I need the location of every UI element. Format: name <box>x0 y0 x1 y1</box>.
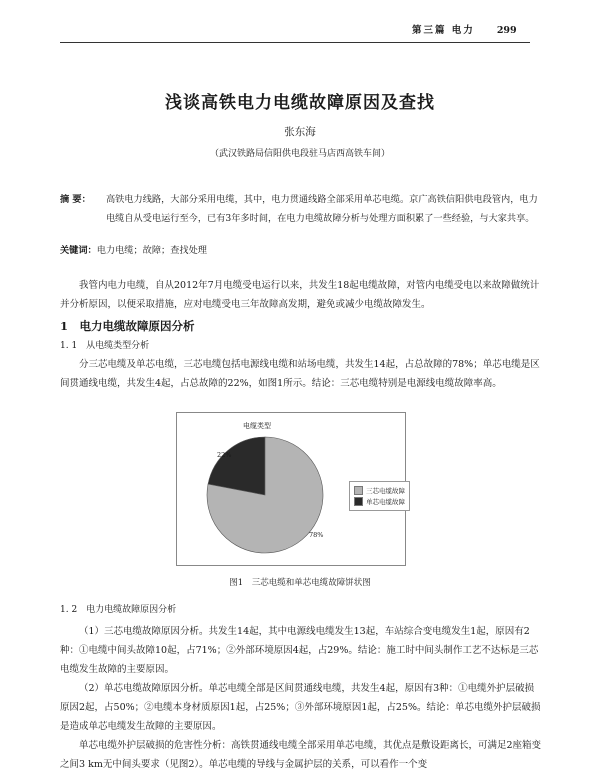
abstract <box>60 190 545 228</box>
abstract-label: 摘 要： <box>60 194 91 205</box>
section-1-heading: 1 电力电缆故障原因分析 <box>60 319 195 333</box>
legend-label-three-core: 三芯电缆故障 <box>366 487 405 495</box>
author-affiliation: （武汉铁路局信阳供电段驻马店西高铁车间） <box>209 149 390 159</box>
running-header <box>412 22 517 36</box>
figure-1-chart <box>176 412 406 566</box>
subsection-1-1-text: 分三芯电缆及单芯电缆，三芯电缆包括电源线电缆和站场电缆，共发生14起，占总故障的78%；单芯电缆是区间贯通线电缆，共发生4起，占总故障的22%，如图1所示。结论：三芯电缆特别是电源线电缆故障率高。 <box>60 359 540 389</box>
keywords <box>60 242 207 256</box>
pie-label-three-core: 78% <box>309 531 324 539</box>
intro-paragraph: 我管内电力电缆，自从2012年7月电缆受电运行以来，共发生18起电缆故障，对管内电缆受电以来故障做统计并分析原因，以便采取措施，应对电缆受电三年故障高发期，避免或减少电缆故障发生。 <box>60 280 540 310</box>
subsection-1-2 <box>60 605 542 774</box>
subsection-1-2-heading: 1. 2 电力电缆故障原因分析 <box>60 605 177 615</box>
chart-legend <box>349 481 410 511</box>
keywords-label: 关键词： <box>60 245 97 256</box>
header-rule <box>60 42 530 43</box>
legend-label-single-core: 单芯电缆故障 <box>366 498 405 506</box>
chart-title: 电缆类型 <box>243 422 271 430</box>
legend-item-three-core <box>354 485 406 496</box>
figure-1-caption: 图1 三芯电缆和单芯电缆故障饼状图 <box>229 578 371 588</box>
subsection-1-2-para-2: （2）单芯电缆故障原因分析。单芯电缆全部是区间贯通线电缆，共发生4起，原因有3种：①电缆外护层破损原因2起，占50%；②电缆本身材质原因1起，占25%；③外部环境原因1起，占25%。结论：单芯电缆外护层破损是造成单芯电缆发生故障的主要原因。 <box>60 683 541 732</box>
legend-item-single-core <box>354 496 406 507</box>
abstract-text: 高铁电力线路，大部分采用电缆，其中，电力贯通线路全部采用单芯电缆。京广高铁信阳供电段管内，电力电缆自从受电运行至今，已有3年多时间，在电力电缆故障分析与处理方面积累了一些经验，与大家共享。 <box>106 194 538 224</box>
author-name: 张东海 <box>284 126 316 138</box>
subsection-1-1-heading: 1. 1 从电缆类型分析 <box>60 341 150 351</box>
article-title: 浅谈高铁电力电缆故障原因及查找 <box>165 93 435 113</box>
subsection-1-2-para-1: （1）三芯电缆故障原因分析。共发生14起，其中电源线电缆发生13起，车站综合变电缆发生1起，原因有2种：①电缆中间头故障10起，占71%；②外部环境原因4起，占29%。结论：施工时中间头制作工艺不达标是三芯电缆发生故障的主要原因。 <box>60 626 539 675</box>
keywords-text: 电力电缆；故障；查找处理 <box>96 245 207 256</box>
subsection-1-2-para-3: 单芯电缆外护层破损的危害性分析：高铁贯通线电缆全部采用单芯电缆，其优点是敷设距离长，可满足2座箱变之间3 km无中间头要求（见图2）。单芯电缆的导线与金属护层的关系，可以看作一个变 <box>60 740 542 770</box>
header-section: 第三篇 电力 <box>412 25 475 36</box>
pie-label-single-core: 22% <box>217 451 232 459</box>
legend-swatch-three-core <box>354 486 363 495</box>
legend-swatch-single-core <box>354 497 363 506</box>
page-number: 299 <box>496 25 517 36</box>
